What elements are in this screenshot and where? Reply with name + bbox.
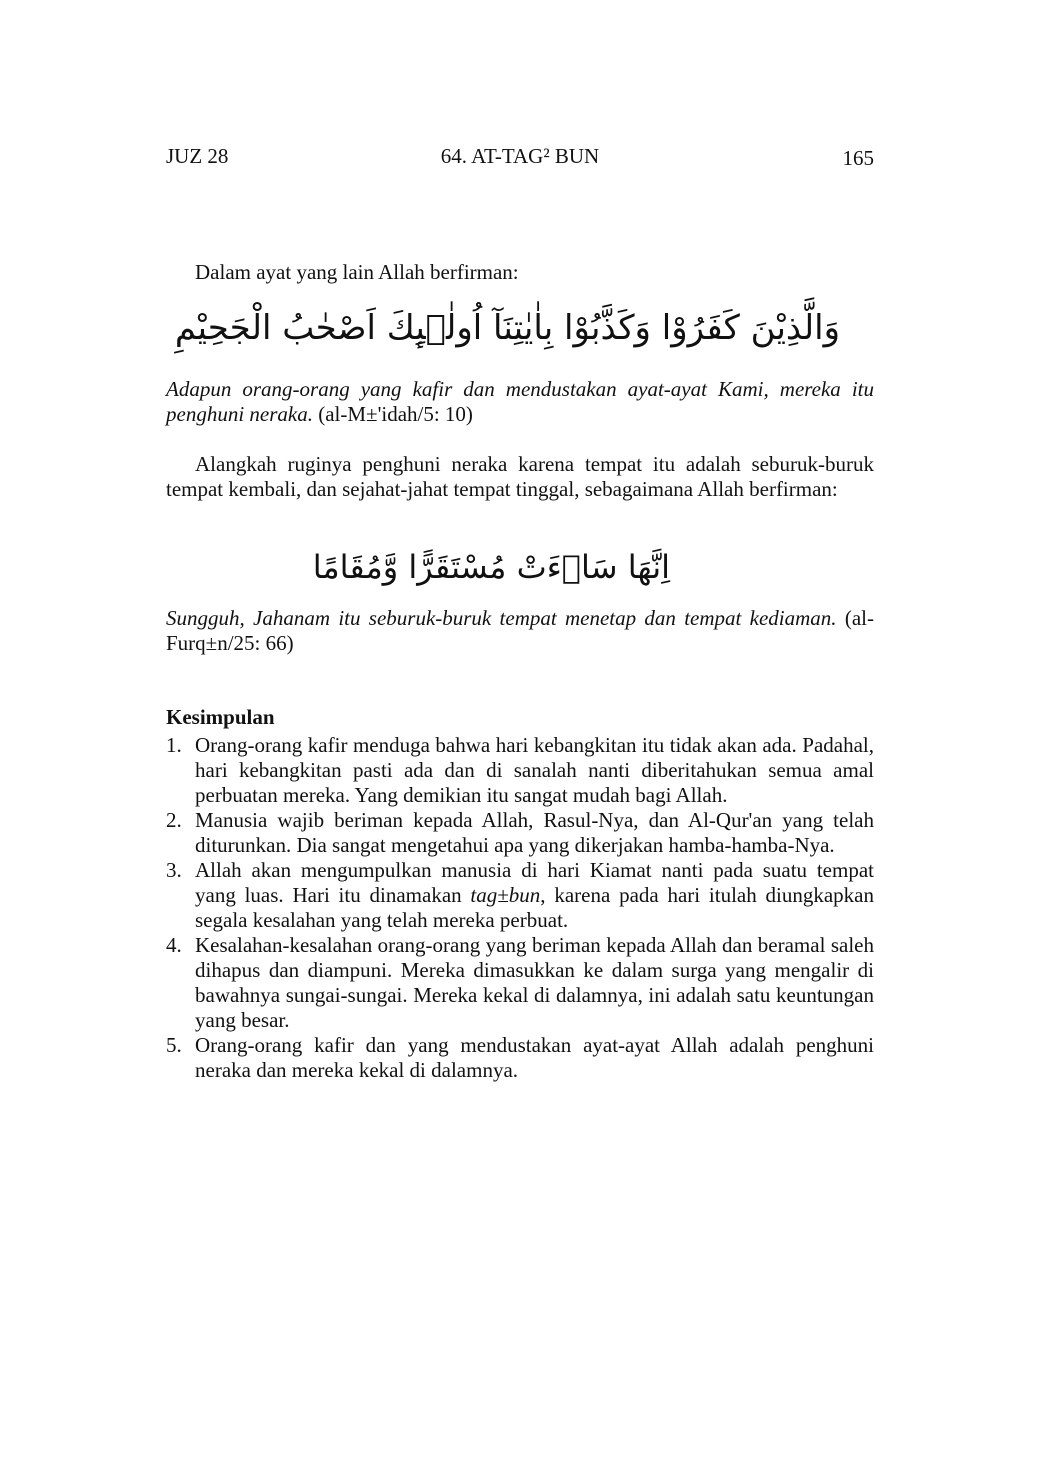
translation-1-reference: (al-M±'idah/5: 10) [312, 402, 473, 426]
juz-label: JUZ 28 [166, 144, 229, 168]
list-item [166, 1033, 874, 1083]
translation-2-text: Sungguh, Jahanam itu seburuk-buruk tempat menetap dan tempat kediaman. [166, 606, 837, 630]
translation-2 [166, 606, 874, 656]
list-item-number: 1. [166, 733, 182, 757]
arabic-verse-1: وَالَّذِيْنَ كَفَرُوْا وَكَذَّبُوْا بِاٰيٰتِنَآ اُولٰۤىِٕكَ اَصْحٰبُ الْجَحِيْمِ [174, 308, 840, 348]
list-item-text-part: Allah akan mengumpulkan manusia di hari Kiamat nanti pada suatu tempat yang luas. Hari itu dinamakan [195, 858, 874, 907]
list-item [166, 733, 874, 808]
list-item-italic-term: tag±bun [470, 883, 541, 907]
conclusion-list [166, 733, 874, 1083]
list-item-text: Kesalahan-kesalahan orang-orang yang beriman kepada Allah dan beramal saleh dihapus dan diampuni. Mereka dimasukkan ke dalam surga yang mengalir di bawahnya sungai-sungai. Mereka kekal di dalamnya, ini adalah satu keuntungan yang besar. [195, 933, 874, 1032]
list-item-number: 5. [166, 1033, 182, 1057]
list-item-text [195, 858, 874, 933]
list-item [166, 808, 874, 858]
translation-1-text: Adapun orang-orang yang kafir dan mendustakan ayat-ayat Kami, mereka itu penghuni neraka. [166, 377, 874, 426]
list-item-number: 2. [166, 808, 182, 832]
list-item-text: Orang-orang kafir menduga bahwa hari kebangkitan itu tidak akan ada. Padahal, hari kebangkitan pasti ada dan di sanalah nanti diberitahukan semua amal perbuatan mereka. Yang demikian itu sangat mudah bagi Allah. [195, 733, 874, 807]
arabic-verse-2: اِنَّهَا سَاۤءَتْ مُسْتَقَرًّا وَّمُقَامًا [312, 548, 670, 586]
page-number: 165 [842, 146, 874, 170]
translation-2-reference: (al-Furq±n/25: 66) [166, 606, 874, 655]
list-item-number: 3. [166, 858, 182, 882]
list-item-text-part: , karena pada hari itulah diungkapkan segala kesalahan yang telah mereka perbuat. [195, 883, 874, 932]
list-item [166, 858, 874, 933]
intro-paragraph-2: Alangkah ruginya penghuni neraka karena tempat itu adalah seburuk-buruk tempat kembali, dan sejahat-jahat tempat tinggal, sebagaimana Allah berfirman: [166, 452, 874, 501]
intro-paragraph-1: Dalam ayat yang lain Allah berfirman: [195, 260, 519, 284]
list-item-number: 4. [166, 933, 182, 957]
surah-title: 64. AT-TAG² BUN [440, 144, 600, 168]
running-header [166, 144, 874, 174]
list-item-text: Orang-orang kafir dan yang mendustakan ayat-ayat Allah adalah penghuni neraka dan mereka kekal di dalamnya. [195, 1033, 874, 1082]
list-item [166, 933, 874, 1033]
translation-1 [166, 377, 874, 427]
conclusion-heading: Kesimpulan [166, 705, 275, 729]
list-item-text: Manusia wajib beriman kepada Allah, Rasul-Nya, dan Al-Qur'an yang telah diturunkan. Dia sangat mengetahui apa yang dikerjakan hamba-hamba-Nya. [195, 808, 874, 857]
